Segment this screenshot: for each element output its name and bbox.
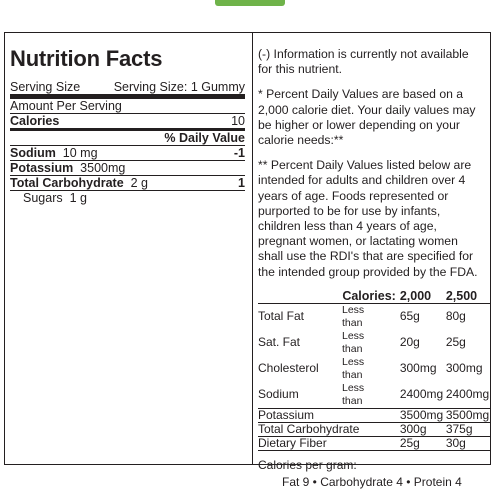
nutrient-row <box>10 161 245 176</box>
row-value-2000: 3500mg <box>400 408 446 422</box>
serving-size-label: Serving Size <box>10 80 81 94</box>
row-name: Sodium <box>258 382 342 409</box>
amount-per-serving <box>10 99 245 114</box>
row-qualifier: Less than <box>342 303 365 329</box>
row-value-2500: 3500mg <box>445 407 490 422</box>
nutrient-name: Sodium <box>10 146 56 160</box>
nutrient-amount: 3500mg <box>80 161 126 175</box>
daily-value-header <box>10 131 245 146</box>
row-value-2000: 25g <box>400 436 446 450</box>
table-row <box>258 422 490 436</box>
row-name: Total Carbohydrate <box>258 422 400 436</box>
row-value-2000: 20g <box>399 335 420 350</box>
table-row <box>258 436 490 450</box>
row-name: Cholesterol <box>258 361 319 376</box>
table-row <box>258 303 490 330</box>
table-row <box>258 382 490 409</box>
nutrient-amount: 10 mg <box>62 146 98 160</box>
brand-accent-bar <box>215 0 285 6</box>
row-qualifier: Less than <box>342 355 365 381</box>
calories-per-gram-label: Calories per gram: <box>258 457 357 472</box>
calories-row <box>10 114 245 131</box>
row-qualifier: Less than <box>342 382 382 409</box>
serving-size-value: Serving Size: 1 Gummy <box>113 80 245 94</box>
row-name: Dietary Fiber <box>258 436 400 450</box>
nutrient-name: Sugars <box>23 191 63 205</box>
calories-header: Calories: <box>342 290 400 304</box>
daily-values-table <box>258 290 490 451</box>
daily-value-header-label: % Daily Value <box>164 131 245 145</box>
table-row <box>258 356 490 382</box>
daily-values-header-row <box>258 290 490 304</box>
serving-size-row <box>10 80 245 99</box>
row-name: Potassium <box>258 408 400 422</box>
row-value-2000: 65g <box>399 309 420 324</box>
row-name: Total Fat <box>258 309 305 324</box>
row-name: Sat. Fat <box>258 335 301 350</box>
row-value-2000: 2400mg <box>400 382 446 409</box>
nutrient-dv: -1 <box>233 146 245 160</box>
nutrient-name: Potassium <box>10 161 74 175</box>
page-title: Nutrition Facts <box>10 46 163 71</box>
footnote-not-available: (-) Information is currently not available for this nutrient. <box>258 47 469 77</box>
nutrient-row <box>10 176 245 191</box>
row-value-2000: 300mg <box>399 361 437 376</box>
row-value-2500: 25g <box>445 335 466 350</box>
calories-2500-header: 2,500 <box>446 290 490 304</box>
nutrition-label <box>4 32 491 489</box>
calories-label: Calories <box>10 114 60 128</box>
footnote-daily-values: * Percent Daily Values are based on a 2,000 calorie diet. Your daily values may be higher or lower depending on your calorie needs:** <box>258 87 476 148</box>
row-value-2500: 2400mg <box>446 382 490 409</box>
footnote-age-group: ** Percent Daily Values listed below are intended for adults and children over 4 years of age. Foods represented or purported to be for use by infants, children less than 4 years of age, pregnant women, or lactating women shall use the RDI's that are specified for the intended group provided by the FDA. <box>258 158 478 279</box>
footnotes-column <box>258 47 490 491</box>
nutrient-amount: 1 g <box>69 191 87 205</box>
column-divider <box>252 33 253 464</box>
nutrient-amount: 2 g <box>130 176 149 190</box>
nutrient-dv: 1 <box>238 176 245 190</box>
calories-per-gram-values: Fat 9 • Carbohydrate 4 • Protein 4 <box>282 474 462 489</box>
calories-per-gram <box>258 457 486 491</box>
row-value-2500: 80g <box>445 309 466 324</box>
nutrient-name: Total Carbohydrate <box>10 176 124 190</box>
amount-per-serving-label: Amount Per Serving <box>10 99 122 113</box>
nutrient-row <box>10 146 245 161</box>
calories-value: 10 <box>231 114 245 128</box>
row-value-2500: 300mg <box>445 361 483 376</box>
row-value-2500: 30g <box>446 436 490 450</box>
table-row <box>258 330 490 356</box>
nutrient-row <box>10 191 245 205</box>
row-value-2000: 300g <box>400 422 446 436</box>
calories-2000-header: 2,000 <box>400 290 446 304</box>
table-row <box>258 408 490 422</box>
row-qualifier: Less than <box>342 329 365 355</box>
row-value-2500: 375g <box>446 422 490 436</box>
nutrition-facts-column <box>10 46 245 205</box>
